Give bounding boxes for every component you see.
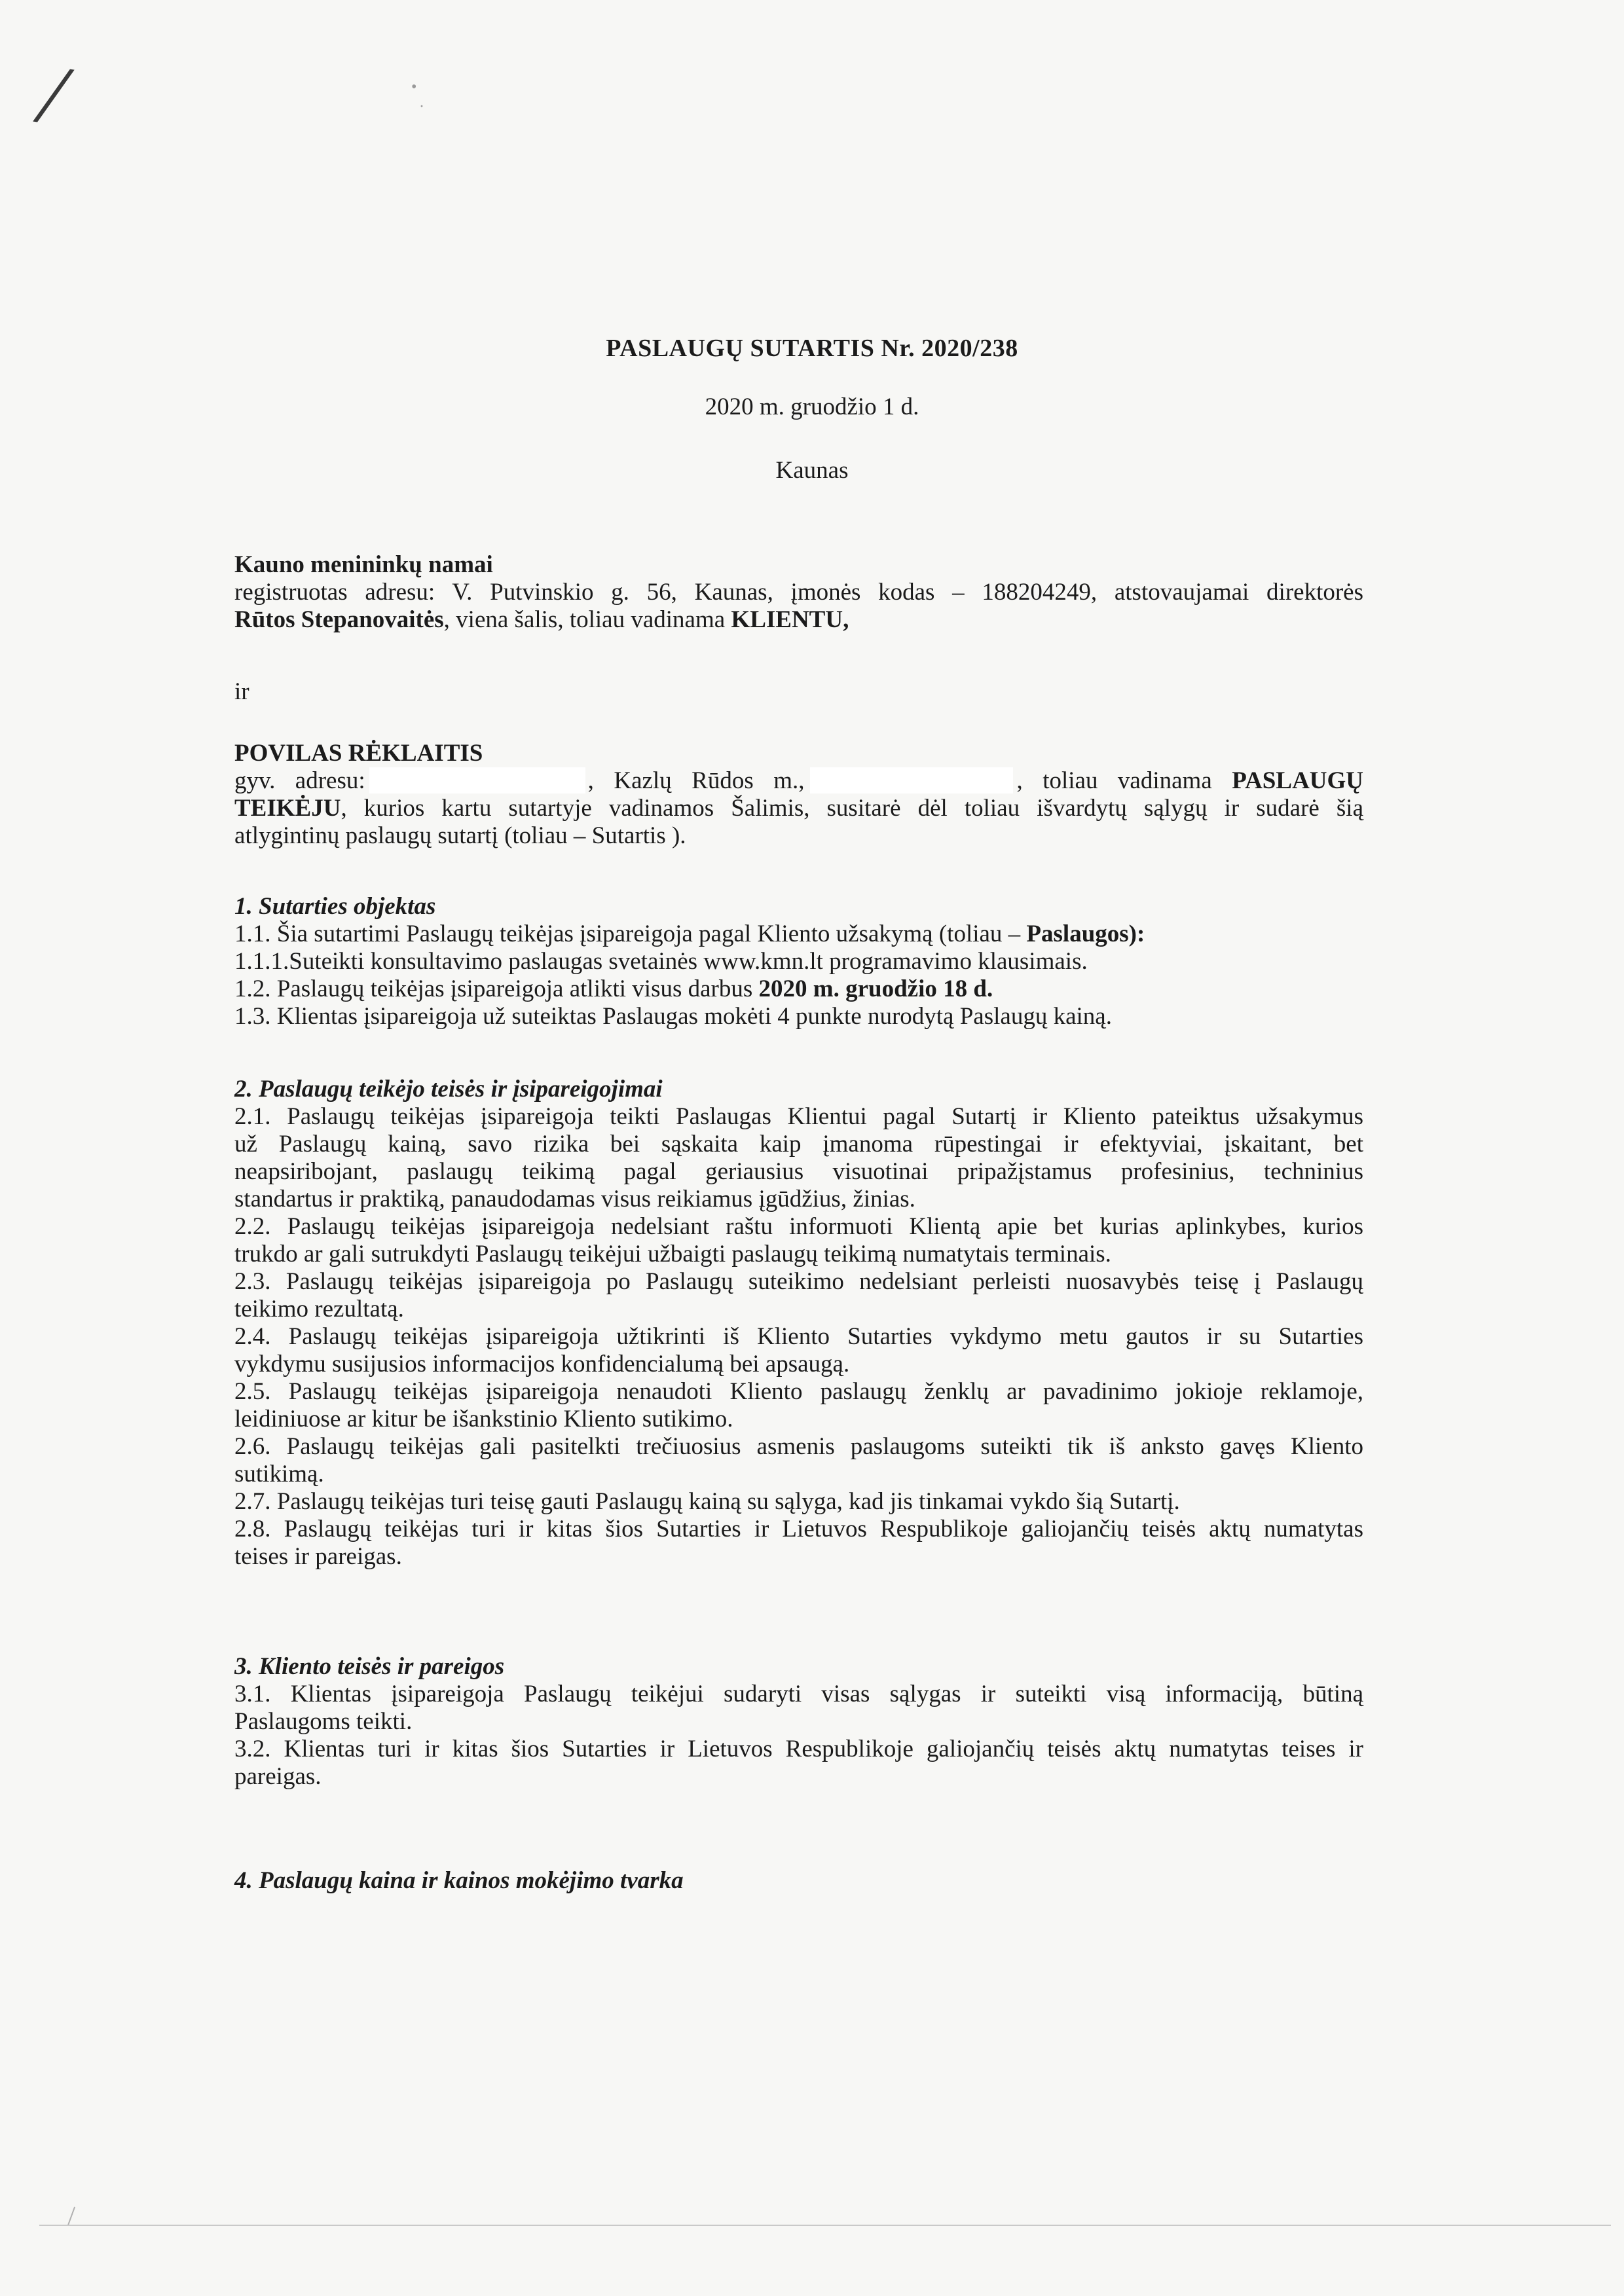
clause-2-5-line: leidiniuose ar kitur be išankstinio Kliento sutikimo. xyxy=(234,1406,733,1432)
clause-2-4-line: vykdymu susijusios informacijos konfidencialumą bei apsaugą. xyxy=(234,1351,850,1377)
section-4 xyxy=(234,1867,1363,1895)
page-bottom-edge xyxy=(39,2225,1611,2226)
clause-2-3-line: 2.3. Paslaugų teikėjas įsipareigoja po Paslaugų suteikimo nedelsiant perleisti nuosavybės teisę į Paslaugų xyxy=(234,1268,1363,1295)
clause-2-8-line: 2.8. Paslaugų teikėjas turi ir kitas šios Sutarties ir Lietuvos Respublikoje galiojančių teisės aktų numatytas xyxy=(234,1516,1363,1542)
connector-ir: ir xyxy=(234,678,249,705)
client-line-2 xyxy=(234,606,1363,634)
clause-3-1-line: 3.1. Klientas įsipareigoja Paslaugų teikėjui sudaryti visas sąlygas ir suteikti visą informaciją, būtiną xyxy=(234,1681,1363,1707)
client-representative: Rūtos Stepanovaitės xyxy=(234,606,444,633)
clause-1-1 xyxy=(234,920,1363,948)
provider-address-city: , Kazlų Rūdos m., xyxy=(587,767,805,794)
clause-2-2-line: trukdo ar gali sutrukdyti Paslaugų teikėjui užbaigti paslaugų teikimą numatytais terminais. xyxy=(234,1241,1111,1267)
clause-2-6-line: 2.6. Paslaugų teikėjas gali pasitelkti trečiuosius asmenis paslaugoms suteikti tik iš anksto gavęs Kliento xyxy=(234,1433,1363,1460)
provider-block xyxy=(234,740,1363,850)
clause-1-2 xyxy=(234,975,1363,1003)
provider-name: POVILAS RĖKLAITIS xyxy=(234,740,483,767)
document-city: Kaunas xyxy=(775,457,849,484)
clause-1-1-1: 1.1.1.Suteikti konsultavimo paslaugas svetainės www.kmn.lt programavimo klausimais. xyxy=(234,948,1088,975)
provider-role-part-2: TEIKĖJU xyxy=(234,795,341,822)
redacted-address xyxy=(369,767,585,793)
client-name: Kauno menininkų namai xyxy=(234,551,493,578)
clause-2-7-line: 2.7. Paslaugų teikėjas turi teisę gauti Paslaugų kainą su sąlyga, kad jis tinkamai vykdo šią Sutartį. xyxy=(234,1488,1180,1515)
clause-2-4-line: 2.4. Paslaugų teikėjas įsipareigoja užtikrinti iš Kliento Sutarties vykdymo metu gautos ir su Sutarties xyxy=(234,1323,1363,1350)
clause-2-2-line: 2.2. Paslaugų teikėjas įsipareigoja nedelsiant raštu informuoti Klientą apie bet kurias aplinkybes, kurios xyxy=(234,1213,1363,1240)
clause-2-6-line: sutikimą. xyxy=(234,1461,324,1487)
section-2-heading: 2. Paslaugų teikėjo teisės ir įsipareigojimai xyxy=(234,1076,663,1102)
clause-2-3-line: teikimo rezultatą. xyxy=(234,1296,404,1322)
section-1 xyxy=(234,893,1363,1030)
clause-3-1-line: Paslaugoms teikti. xyxy=(234,1708,413,1735)
clause-2-1-line: už Paslaugų kainą, savo rizika bei sąskaita kaip įmanoma rūpestingai ir efektyviai, įskaitant, bet xyxy=(234,1131,1363,1157)
clause-2-1-line: neapsiribojant, paslaugų teikimą pagal geriausius visuotinai pripažįstamus profesinius, techninius xyxy=(234,1158,1363,1185)
clause-1-1-text: 1.1. Šia sutartimi Paslaugų teikėjas įsipareigoja pagal Kliento užsakymą (toliau – xyxy=(234,920,1027,947)
provider-address-label: gyv. adresu: xyxy=(234,767,365,794)
clause-1-3: 1.3. Klientas įsipareigoja už suteiktas Paslaugas mokėti 4 punkte nurodytą Paslaugų kainą. xyxy=(234,1003,1112,1030)
client-block xyxy=(234,551,1363,634)
clause-2-8-line: teises ir pareigas. xyxy=(234,1543,402,1570)
provider-role-part-1: PASLAUGŲ xyxy=(1232,767,1364,794)
scan-speck: · xyxy=(419,98,424,115)
provider-line-2 xyxy=(234,795,1363,822)
document-title: PASLAUGŲ SUTARTIS Nr. 2020/238 xyxy=(606,335,1018,362)
clause-1-1-bold: Paslaugos): xyxy=(1026,920,1145,947)
clause-3-2-line: pareigas. xyxy=(234,1763,322,1790)
scan-speck: • xyxy=(411,79,417,96)
section-1-heading: 1. Sutarties objektas xyxy=(234,893,436,920)
client-line-2-text: , viena šalis, toliau vadinama xyxy=(443,606,731,633)
client-line-1: registruotas adresu: V. Putvinskio g. 56, Kaunas, įmonės kodas – 188204249, atstovaujamai direktorės xyxy=(234,579,1363,606)
clause-2-1-line: standartus ir praktiką, panaudodamas visus reikiamus įgūdžius, žinias. xyxy=(234,1186,915,1212)
provider-line-3: atlygintinų paslaugų sutartį (toliau – Sutartis ). xyxy=(234,822,686,849)
client-role: KLIENTU, xyxy=(731,606,849,633)
provider-address-line xyxy=(234,767,1363,795)
clause-2-5-line: 2.5. Paslaugų teikėjas įsipareigoja nenaudoti Kliento paslaugų ženklų ar pavadinimo jokioje reklamoje, xyxy=(234,1378,1363,1405)
section-4-heading: 4. Paslaugų kaina ir kainos mokėjimo tvarka xyxy=(234,1867,684,1894)
scan-edge-mark xyxy=(67,2207,75,2226)
handwritten-mark: / xyxy=(34,46,71,143)
clause-3-2-line: 3.2. Klientas turi ir kitas šios Sutarties ir Lietuvos Respublikoje galiojančių teisės aktų numatytas teises ir xyxy=(234,1736,1363,1762)
section-2 xyxy=(234,1076,1363,1571)
clause-2-1-line: 2.1. Paslaugų teikėjas įsipareigoja teikti Paslaugas Klientui pagal Sutartį ir Kliento pateiktus užsakymus xyxy=(234,1103,1363,1130)
clause-1-2-text: 1.2. Paslaugų teikėjas įsipareigoja atlikti visus darbus xyxy=(234,975,759,1002)
provider-line-2-text: , kurios kartu sutartyje vadinamos Šalimis, susitarė dėl toliau išvardytų sąlygų ir sudarė šią xyxy=(341,795,1363,822)
clause-1-2-deadline: 2020 m. gruodžio 18 d. xyxy=(758,975,993,1002)
redacted-personal-code xyxy=(810,767,1013,793)
section-3-heading: 3. Kliento teisės ir pareigos xyxy=(234,1653,505,1680)
section-3 xyxy=(234,1653,1363,1791)
document-date: 2020 m. gruodžio 1 d. xyxy=(705,393,919,420)
provider-address-tail: , toliau vadinama xyxy=(1016,767,1212,794)
